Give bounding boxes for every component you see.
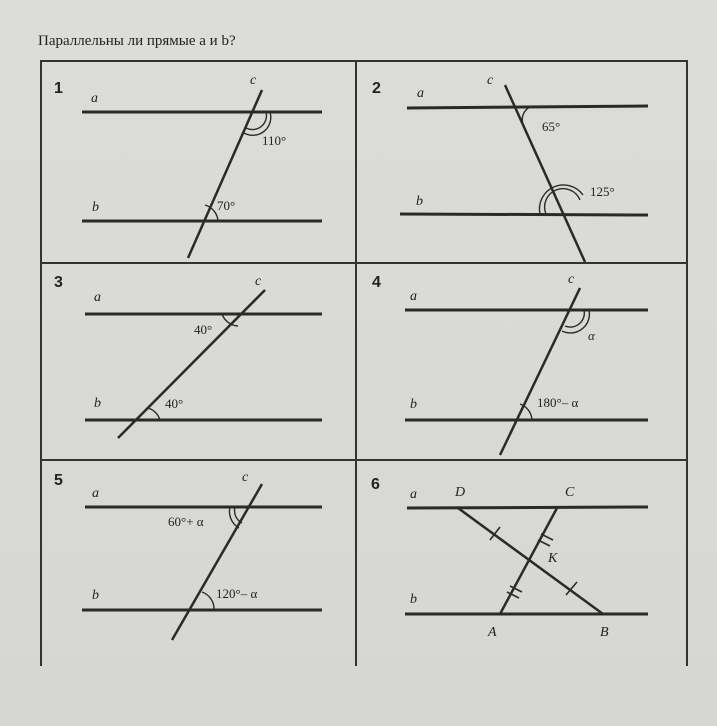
cell1-label-c: c (250, 73, 257, 88)
cell4-label-a: a (410, 289, 417, 304)
cell6-label-a: a (410, 487, 417, 502)
cell4-label-b: b (410, 397, 417, 412)
cell6-number: 6 (371, 476, 380, 493)
cell2-line-b (400, 214, 648, 215)
cell4-label-c: c (568, 272, 575, 287)
cell2-arc-65 (522, 107, 530, 124)
cell2-number: 2 (372, 80, 381, 97)
cell4-angle-180-alpha: 180°– α (537, 395, 579, 410)
cell1-label-a: a (91, 91, 98, 106)
cell2-label-b: b (416, 194, 423, 209)
cell5-label-b: b (92, 588, 99, 603)
cell1-number: 1 (54, 80, 63, 97)
cell3-label-a: a (94, 290, 101, 305)
cell5-angle-120-alpha: 120°– α (216, 586, 258, 601)
cell2-label-a: a (417, 86, 424, 101)
cell6-label-b: b (410, 592, 417, 607)
cell5-number: 5 (54, 472, 63, 489)
cell6-point-D: D (455, 485, 466, 500)
cell5-angle-60-alpha: 60°+ α (168, 514, 204, 529)
cell1-angle-70: 70° (217, 198, 236, 213)
cell4-transversal-c (500, 288, 580, 455)
cell6-point-B: B (600, 625, 609, 640)
cell3-label-c: c (255, 274, 262, 289)
cell2-transversal-c (505, 85, 585, 262)
cell5-arc-120-alpha (202, 592, 214, 610)
cell6-point-C: C (565, 485, 575, 500)
cell2-angle-65: 65° (542, 119, 561, 134)
cell1-label-b: b (92, 200, 99, 215)
cell2-angle-125: 125° (590, 184, 615, 199)
cell3-label-b: b (94, 396, 101, 411)
cell4-number: 4 (372, 274, 381, 291)
cell4-angle-alpha: α (588, 328, 595, 343)
cell6-line-a (407, 507, 648, 508)
cell3-angle-40-top: 40° (194, 322, 213, 337)
cell6-point-K: K (548, 551, 558, 566)
cell3-angle-40-bottom: 40° (165, 396, 184, 411)
cell3-arc-40-bottom (148, 408, 160, 420)
cell5-label-c: c (242, 470, 249, 485)
cell5-label-a: a (92, 486, 99, 501)
cell3-transversal-c (118, 290, 265, 438)
cell6-segment-DB (458, 508, 603, 614)
cell6-point-A: A (488, 625, 497, 640)
problem-title: Параллельны ли прямые a и b? (38, 33, 236, 49)
cell3-number: 3 (54, 274, 63, 291)
cell2-label-c: c (487, 73, 494, 88)
cell1-transversal-c (188, 90, 262, 258)
cell1-angle-110: 110° (262, 133, 287, 148)
